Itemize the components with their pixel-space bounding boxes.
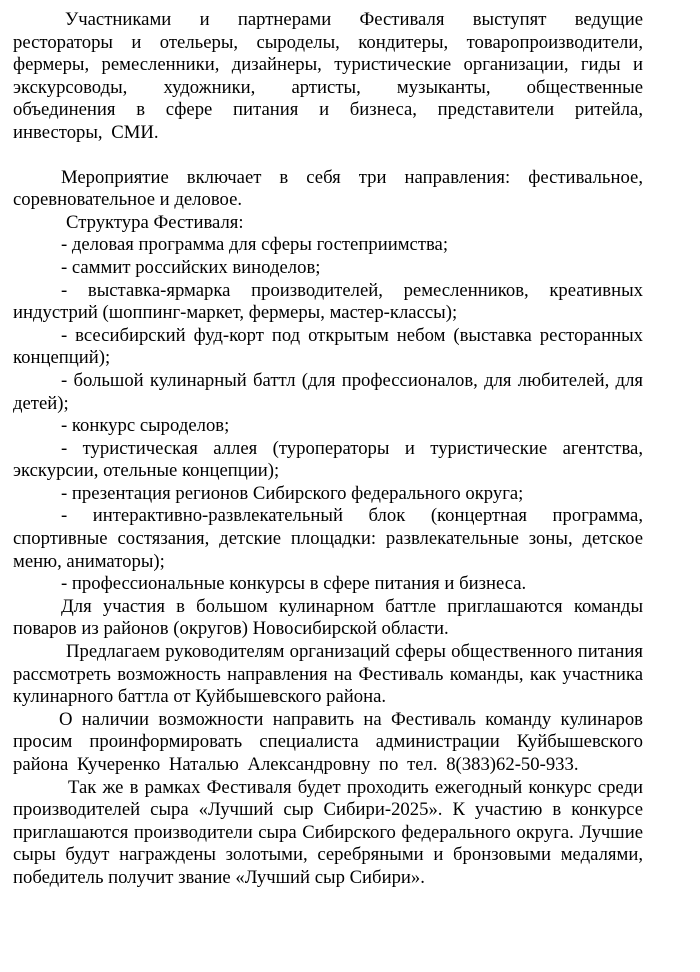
paragraph-battle-invite: Для участия в большом кулинарном баттле приглашаются команды поваров из районов (округов) Новосибирской области.: [13, 595, 643, 640]
paragraph-proposal: Предлагаем руководителям организаций сферы общественного питания рассмотреть возможность направления на Фестиваль команды, как участника кулинарного баттла от Куйбышевского района.: [13, 641, 643, 708]
structure-item: - интерактивно-развлекательный блок (концертная программа, спортивные состязания, детские площадки: развлекательные зоны, детское меню, аниматоры);: [13, 505, 643, 572]
structure-item: - всесибирский фуд-корт под открытым небом (выставка ресторанных концепций);: [13, 324, 643, 369]
structure-item: - презентация регионов Сибирского федерального округа;: [61, 482, 524, 504]
paragraph-directions: Мероприятие включает в себя три направления: фестивальное, соревновательное и деловое.: [13, 166, 643, 211]
structure-item: - деловая программа для сферы гостеприимства;: [61, 234, 449, 256]
paragraph-cheese-contest: Так же в рамках Фестиваля будет проходить ежегодный конкурс среди производителей сыра «Лучший сыр Сибири-2025». К участию в конкурсе приглашаются производители сыра Сибирского федерального округа. Лучшие сыры будут награждены золотыми, серебряными и бронзовыми медалями, победитель получит звание «Лучший сыр Сибири».: [13, 776, 643, 888]
structure-item: - профессиональные конкурсы в сфере питания и бизнеса.: [61, 573, 527, 595]
structure-item: - конкурс сыроделов;: [61, 415, 230, 437]
paragraph-gap: [13, 145, 643, 167]
structure-heading: Структура Фестиваля:: [66, 211, 244, 233]
structure-item: - большой кулинарный баттл (для профессионалов, для любителей, для детей);: [13, 369, 643, 414]
structure-item: - выставка-ярмарка производителей, ремесленников, креативных индустрий (шоппинг-маркет, фермеры, мастер-классы);: [13, 279, 643, 324]
paragraph-participants: Участниками и партнерами Фестиваля выступят ведущие рестораторы и отельеры, сыроделы, кондитеры, товаропроизводители, фермеры, ремесленники, дизайнеры, туристические организации, гиды и экскурсоводы, художники, артисты, музыканты, общественные объединения в сфере питания и бизнеса, представители ритейла, инвесторы, СМИ.: [13, 9, 643, 143]
structure-item: - туристическая аллея (туроператоры и туристические агентства, экскурсии, отельные концепции);: [13, 437, 643, 482]
paragraph-contact: О наличии возможности направить на Фестиваль команду кулинаров просим проинформировать специалиста администрации Куйбышевского района Кучеренко Наталью Александровну по тел. 8(383)62-50-933.: [13, 708, 643, 775]
document-page: [13, 9, 643, 890]
structure-item: - саммит российских виноделов;: [61, 256, 321, 278]
